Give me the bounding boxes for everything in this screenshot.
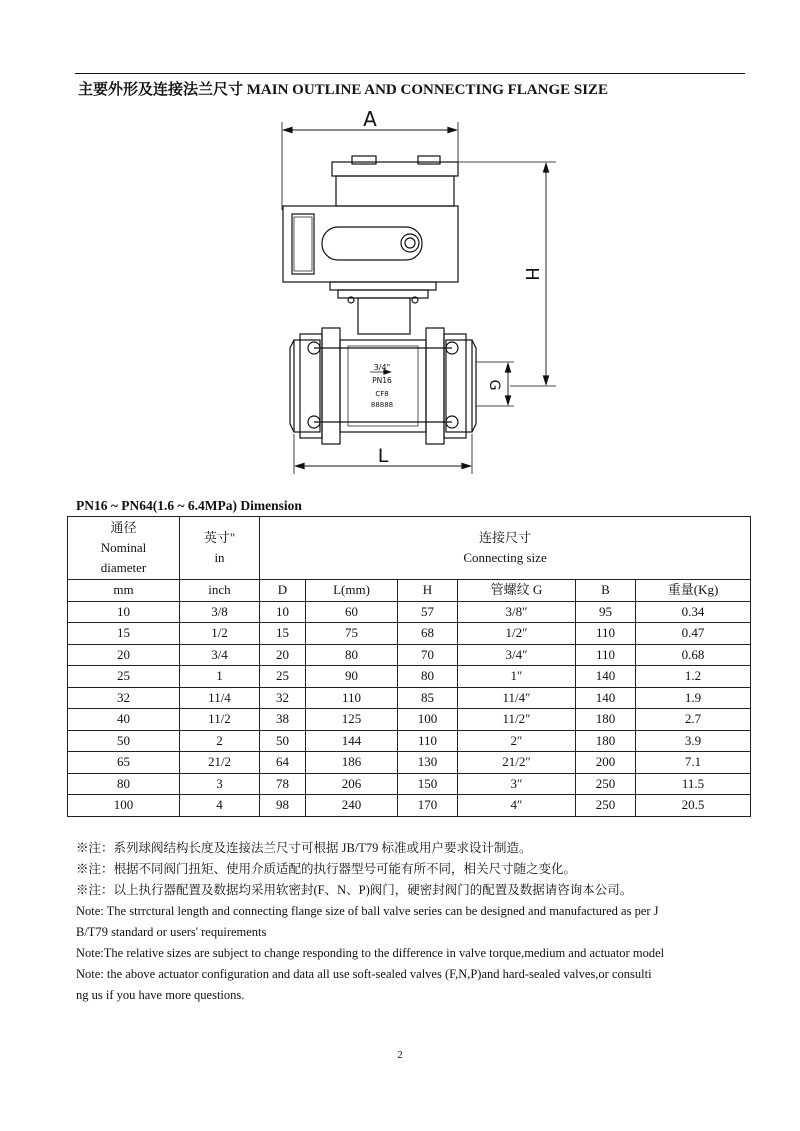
table-cell: 1/2″ bbox=[458, 623, 576, 645]
table-cell: 40 bbox=[68, 709, 180, 731]
table-cell: 20 bbox=[260, 644, 306, 666]
table-cell: 90 bbox=[306, 666, 398, 688]
table-cell: 4 bbox=[180, 795, 260, 817]
table-cell: 3/4 bbox=[180, 644, 260, 666]
table-cell: 110 bbox=[576, 644, 636, 666]
table-cell: 2 bbox=[180, 730, 260, 752]
table-cell: 15 bbox=[260, 623, 306, 645]
table-cell: 125 bbox=[306, 709, 398, 731]
table-cell: 60 bbox=[306, 601, 398, 623]
table-cell: 98 bbox=[260, 795, 306, 817]
note-cn-2: ※注：根据不同阀门扭矩、使用介质适配的执行器型号可能有所不同，相关尺寸随之变化。 bbox=[76, 862, 577, 876]
table-cell: 1″ bbox=[458, 666, 576, 688]
table-cell: 140 bbox=[576, 687, 636, 709]
table-row bbox=[68, 795, 751, 817]
table-cell: 50 bbox=[68, 730, 180, 752]
table-cell: 3″ bbox=[458, 773, 576, 795]
table-cell: 250 bbox=[576, 773, 636, 795]
table-row bbox=[68, 623, 751, 645]
table-cell: 2.7 bbox=[636, 709, 751, 731]
notes-section bbox=[76, 838, 746, 1006]
table-row bbox=[68, 709, 751, 731]
table-cell: 0.68 bbox=[636, 644, 751, 666]
table-cell: 180 bbox=[576, 709, 636, 731]
note-en-3a: Note: the above actuator configuration and data all use soft-sealed valves (F,N,P)and hard-sealed valves,or consulti bbox=[76, 967, 652, 981]
table-cell: 15 bbox=[68, 623, 180, 645]
header-nominal-en2: diameter bbox=[100, 560, 147, 575]
table-cell: 140 bbox=[576, 666, 636, 688]
table-cell: 65 bbox=[68, 752, 180, 774]
table-cell: 3/4″ bbox=[458, 644, 576, 666]
header-connecting bbox=[260, 517, 751, 580]
table-cell: 1.2 bbox=[636, 666, 751, 688]
header-inch-cn: 英寸" bbox=[203, 530, 236, 545]
table-row bbox=[68, 730, 751, 752]
note-cn-3: ※注：以上执行器配置及数据均采用软密封(F、N、P)阀门，硬密封阀门的配置及数据请咨询本公司。 bbox=[76, 883, 633, 897]
dim-h-label: H bbox=[521, 267, 542, 281]
table-cell: 80 bbox=[398, 666, 458, 688]
table-cell: 200 bbox=[576, 752, 636, 774]
header-nominal-en1: Nominal bbox=[100, 540, 147, 555]
table-cell: 144 bbox=[306, 730, 398, 752]
table-cell: 70 bbox=[398, 644, 458, 666]
header-connecting-cn: 连接尺寸 bbox=[479, 530, 532, 545]
header-nominal bbox=[68, 517, 180, 580]
dim-l-label: L bbox=[377, 445, 389, 467]
unit-cell: B bbox=[576, 580, 636, 602]
table-row bbox=[68, 601, 751, 623]
unit-cell: 重量(Kg) bbox=[636, 580, 751, 602]
table-cell: 32 bbox=[260, 687, 306, 709]
table-cell: 78 bbox=[260, 773, 306, 795]
note-en-3b: ng us if you have more questions. bbox=[76, 988, 245, 1002]
table-cell: 1/2 bbox=[180, 623, 260, 645]
table-cell: 0.47 bbox=[636, 623, 751, 645]
table-cell: 11/2″ bbox=[458, 709, 576, 731]
table-cell: 0.34 bbox=[636, 601, 751, 623]
table-cell: 57 bbox=[398, 601, 458, 623]
table-cell: 186 bbox=[306, 752, 398, 774]
table-cell: 64 bbox=[260, 752, 306, 774]
table-cell: 11/4″ bbox=[458, 687, 576, 709]
table-cell: 7.1 bbox=[636, 752, 751, 774]
table-header-row bbox=[68, 517, 751, 580]
table-cell: 110 bbox=[576, 623, 636, 645]
table-cell: 3 bbox=[180, 773, 260, 795]
header-inch-en: in bbox=[214, 550, 225, 565]
header-nominal-cn: 通径 bbox=[110, 520, 137, 535]
header-rule bbox=[75, 73, 745, 74]
table-cell: 25 bbox=[68, 666, 180, 688]
table-cell: 75 bbox=[306, 623, 398, 645]
table-cell: 50 bbox=[260, 730, 306, 752]
body-material-marking: CF8 bbox=[375, 390, 389, 398]
table-cell: 250 bbox=[576, 795, 636, 817]
note-en-1a: Note: The strrctural length and connecting flange size of ball valve series can be designed and manufactured as per J bbox=[76, 904, 659, 918]
table-row bbox=[68, 773, 751, 795]
table-cell: 100 bbox=[68, 795, 180, 817]
table-cell: 180 bbox=[576, 730, 636, 752]
note-cn-1: ※注：系列球阀结构长度及连接法兰尺寸可根据 JB/T79 标准或用户要求设计制造。 bbox=[76, 841, 532, 855]
table-cell: 38 bbox=[260, 709, 306, 731]
table-cell: 11.5 bbox=[636, 773, 751, 795]
header-connecting-en: Connecting size bbox=[463, 550, 547, 565]
table-cell: 21/2 bbox=[180, 752, 260, 774]
table-cell: 95 bbox=[576, 601, 636, 623]
table-cell: 80 bbox=[306, 644, 398, 666]
table-cell: 240 bbox=[306, 795, 398, 817]
table-cell: 3/8 bbox=[180, 601, 260, 623]
table-cell: 110 bbox=[306, 687, 398, 709]
units-row bbox=[68, 580, 751, 602]
table-cell: 3.9 bbox=[636, 730, 751, 752]
note-en-2: Note:The relative sizes are subject to change responding to the difference in valve torque,medium and actuator model bbox=[76, 946, 665, 960]
table-cell: 25 bbox=[260, 666, 306, 688]
table-cell: 11/4 bbox=[180, 687, 260, 709]
valve-outline-drawing bbox=[270, 100, 570, 480]
table-row bbox=[68, 752, 751, 774]
unit-cell: inch bbox=[180, 580, 260, 602]
unit-cell: D bbox=[260, 580, 306, 602]
table-cell: 1 bbox=[180, 666, 260, 688]
table-cell: 150 bbox=[398, 773, 458, 795]
table-caption: PN16 ~ PN64(1.6 ~ 6.4MPa) Dimension bbox=[76, 498, 302, 513]
unit-cell: 管螺纹 G bbox=[458, 580, 576, 602]
unit-cell: L(mm) bbox=[306, 580, 398, 602]
table-cell: 1.9 bbox=[636, 687, 751, 709]
table-cell: 170 bbox=[398, 795, 458, 817]
header-inch bbox=[180, 517, 260, 580]
table-cell: 11/2 bbox=[180, 709, 260, 731]
table-cell: 10 bbox=[68, 601, 180, 623]
table-cell: 2″ bbox=[458, 730, 576, 752]
table-cell: 10 bbox=[260, 601, 306, 623]
table-row bbox=[68, 666, 751, 688]
table-cell: 20 bbox=[68, 644, 180, 666]
page-title: 主要外形及连接法兰尺寸 MAIN OUTLINE AND CONNECTING FLANGE SIZE bbox=[78, 82, 609, 98]
dim-g-label: G bbox=[486, 379, 502, 391]
table-cell: 85 bbox=[398, 687, 458, 709]
page-number: 2 bbox=[397, 1049, 403, 1061]
body-pressure-marking: PN16 bbox=[372, 376, 392, 385]
table-cell: 80 bbox=[68, 773, 180, 795]
table-cell: 20.5 bbox=[636, 795, 751, 817]
table-cell: 110 bbox=[398, 730, 458, 752]
table-cell: 68 bbox=[398, 623, 458, 645]
body-code-marking: 88888 bbox=[370, 401, 394, 409]
body-size-marking: 3/4" bbox=[373, 363, 391, 372]
unit-cell: H bbox=[398, 580, 458, 602]
table-row bbox=[68, 687, 751, 709]
table-cell: 3/8″ bbox=[458, 601, 576, 623]
note-en-1b: B/T79 standard or users' requirements bbox=[76, 925, 267, 939]
dimension-table bbox=[67, 516, 751, 817]
table-cell: 130 bbox=[398, 752, 458, 774]
table-row bbox=[68, 644, 751, 666]
table-cell: 32 bbox=[68, 687, 180, 709]
table-cell: 206 bbox=[306, 773, 398, 795]
table-cell: 4″ bbox=[458, 795, 576, 817]
unit-cell: mm bbox=[68, 580, 180, 602]
table-cell: 100 bbox=[398, 709, 458, 731]
table-cell: 21/2″ bbox=[458, 752, 576, 774]
dim-a-label: A bbox=[363, 107, 377, 131]
